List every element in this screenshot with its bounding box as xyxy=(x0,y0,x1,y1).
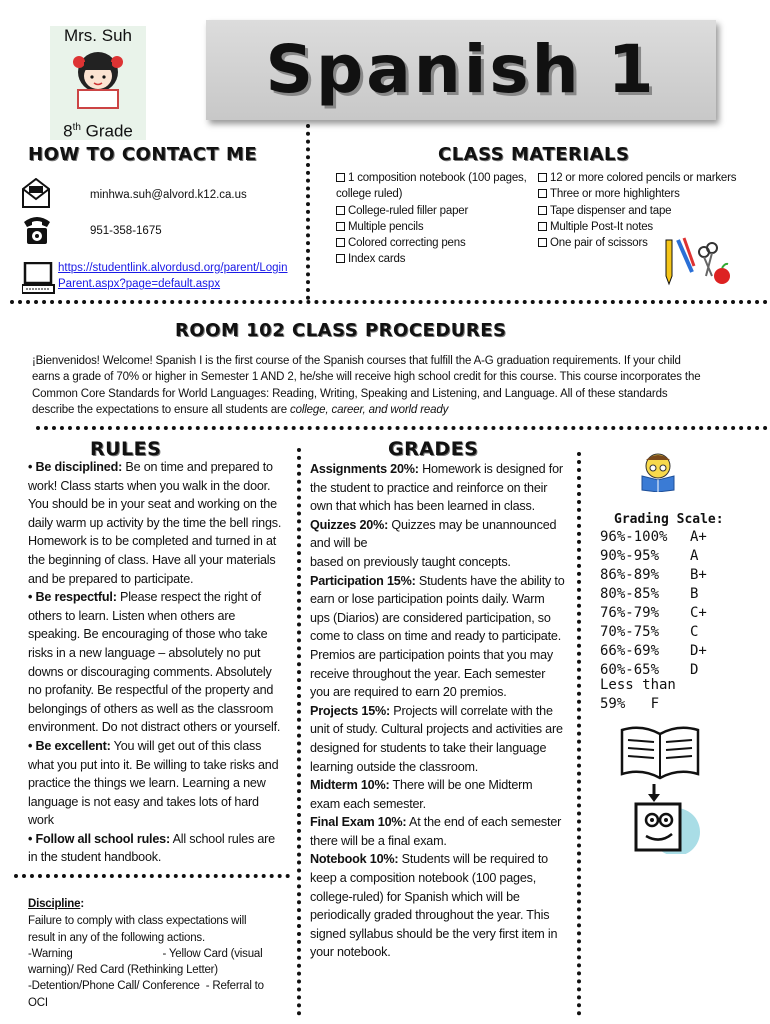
grading-scale-row: 76%-79% C+ xyxy=(600,605,707,621)
text-line: practice the things we learn. Learning a new xyxy=(28,776,266,791)
text-line: Quizzes 20%: Quizzes may be unannounced xyxy=(310,517,557,532)
checkbox[interactable] xyxy=(336,238,345,247)
grading-scale-less-than: Less than xyxy=(600,677,676,693)
text-line: Notebook 10%: Students will be required to xyxy=(310,852,548,867)
checkbox[interactable] xyxy=(336,206,345,215)
list-item: One pair of scissors xyxy=(538,235,768,251)
text-line: designed for students to take their language xyxy=(310,740,547,755)
text-line: there will be a final exam. xyxy=(310,833,447,848)
grades-heading: GRADES xyxy=(388,438,479,460)
text-line: daily warm up activity by the time the bell rings. xyxy=(28,515,282,530)
text-line: Projects 15%: Projects will correlate with the xyxy=(310,703,553,718)
checkbox[interactable] xyxy=(538,222,547,231)
procedures-heading: ROOM 102 CLASS PROCEDURES xyxy=(175,320,507,341)
text-line: • Follow all school rules: All school rules are xyxy=(28,831,275,846)
text-line: the student to practice and reinforce on their xyxy=(310,480,548,495)
text-line: based on previously taught concepts. xyxy=(310,554,511,569)
list-item: College-ruled filler paper xyxy=(336,203,536,219)
grading-scale-fail-row: 59% F xyxy=(600,696,660,712)
text-line: what you put into it. Be willing to take risks and xyxy=(28,757,279,772)
grading-scale-row: 66%-69% D+ xyxy=(600,643,707,659)
list-item: Colored correcting pens xyxy=(336,235,536,251)
text-line: others to learn. Listen when others are xyxy=(28,608,236,623)
text-line: periodically graded throughout the year. This xyxy=(310,908,550,923)
list-item: Multiple pencils xyxy=(336,219,536,235)
text-line: Premios are participation points that you may xyxy=(310,647,553,662)
list-item: Multiple Post-It notes xyxy=(538,219,768,235)
text-line: • Be respectful: Please respect the right of xyxy=(28,590,261,605)
grades-list xyxy=(310,460,574,962)
contact-heading: HOW TO CONTACT ME xyxy=(28,144,258,165)
materials-list-2 xyxy=(538,170,768,251)
text-line: and be prepared to participate. xyxy=(28,571,194,586)
list-item: 1 composition notebook (100 pages, xyxy=(336,170,536,186)
rules-list xyxy=(28,458,290,867)
text-line: • Be excellent: You will get out of this class xyxy=(28,738,262,753)
text-line: environment. Do not distract others or yourself. xyxy=(28,720,281,735)
text-line: work! Class starts when you walk in the door. xyxy=(28,478,271,493)
procedures-text: ¡Bienvenidos! Welcome! Spanish I is the first course of the Spanish courses that fulfill the A-G graduation requirements. If your child earns a grade of 70% or higher in Semester 1 AND 2, he/she will receive high school credit for this course. This course incorporates the Common Core Standards for World Languages: Reading, Writing, Speaking and Listening, and Language. All of these standards describe the expectations to ensure all students are college, career, and world ready xyxy=(32,355,701,416)
teacher-grade: 8th Grade xyxy=(63,121,133,141)
text-line: college-ruled) for Spanish which will be xyxy=(310,889,520,904)
checkbox[interactable] xyxy=(336,222,345,231)
text-line: you are required to earn 20 premios. xyxy=(310,685,507,700)
school-supplies-icon xyxy=(660,236,732,288)
list-item: Index cards xyxy=(336,251,536,267)
grading-scale-row: 70%-75% C xyxy=(600,624,699,640)
rules-heading: RULES xyxy=(90,438,162,460)
text-line: exam each semester. xyxy=(310,796,426,811)
reading-student-icon xyxy=(640,452,676,492)
checkbox[interactable] xyxy=(336,254,345,263)
contact-phone[interactable]: 951-358-1675 xyxy=(90,225,162,237)
list-item: 12 or more colored pencils or markers xyxy=(538,170,768,186)
text-line: own that which has been learned in class. xyxy=(310,499,535,514)
grading-scale-row: 80%-85% B xyxy=(600,586,699,602)
grading-scale xyxy=(600,528,740,680)
text-line: speaking. Be encouraging of those who take xyxy=(28,627,268,642)
text-line: come to class on time and ready to participate. xyxy=(310,629,562,644)
text-line: receive throughout the year. Each semester xyxy=(310,666,546,681)
text-line: downs or discouraging comments. Absolutely xyxy=(28,664,272,679)
divider xyxy=(36,426,768,430)
text-line: the beginning of class. Have all your materials xyxy=(28,552,276,567)
divider xyxy=(297,448,301,1016)
text-line: signed syllabus should be the very first item in xyxy=(310,926,558,941)
text-line: and will be xyxy=(310,536,368,551)
checkbox[interactable] xyxy=(538,206,547,215)
text-line: Homework is to be completed and turned in at xyxy=(28,534,277,549)
text-line: Participation 15%: Students have the ability to xyxy=(310,573,565,588)
grading-scale-row: 60%-65% D xyxy=(600,662,699,678)
text-line: no profanity. Be respectful of the property and xyxy=(28,683,274,698)
text-line: You should be in your seat and working on the xyxy=(28,497,277,512)
divider xyxy=(577,452,581,1016)
grading-scale-row: 86%-89% B+ xyxy=(600,567,707,583)
text-line: Assignments 20%: Homework is designed for xyxy=(310,462,563,476)
phone-icon xyxy=(22,214,52,246)
list-item: Three or more highlighters xyxy=(538,186,768,202)
divider xyxy=(306,124,310,300)
text-line: Final Exam 10%: At the end of each semester xyxy=(310,815,562,830)
grading-scale-row: 90%-95% A xyxy=(600,548,699,564)
text-line: belongings of others as well as the classroom xyxy=(28,701,274,716)
course-banner xyxy=(206,20,716,120)
materials-heading: CLASS MATERIALS xyxy=(438,144,630,165)
checkbox[interactable] xyxy=(538,173,547,182)
checkbox[interactable] xyxy=(336,173,345,182)
grading-scale-title: Grading Scale: xyxy=(614,512,724,527)
discipline-section: Discipline: Failure to comply with class expectations will result in any of the following actions. -Warning - Yellow Card (visual warning)/ Red Card (Rethinking Letter) -Detention/Phone Call/ Conference - Referral to OCI xyxy=(28,898,264,1009)
text-line: unit of study. Cultural projects and activities are xyxy=(310,722,563,737)
divider xyxy=(14,874,290,878)
grading-scale-row: 96%-100% A+ xyxy=(600,529,707,545)
computer-icon xyxy=(22,262,56,294)
text-line: keep a composition notebook (100 pages, xyxy=(310,871,537,886)
text-line: in the student handbook. xyxy=(28,850,162,865)
text-line: learning outside the classroom. xyxy=(310,759,479,774)
teacher-badge xyxy=(50,26,146,140)
text-line: risks in a new language – absolutely no put xyxy=(28,645,261,660)
book-learning-icon xyxy=(618,724,708,854)
mail-icon xyxy=(22,178,50,208)
text-line: earn or lose participation points daily. Warm xyxy=(310,592,545,607)
text-line: Midterm 10%: There will be one Midterm xyxy=(310,778,533,793)
teacher-avatar-icon xyxy=(72,50,124,112)
divider xyxy=(10,300,768,304)
text-line: work xyxy=(28,813,54,828)
text-line: • Be disciplined: Be on time and prepared to xyxy=(28,460,273,474)
text-line: your notebook. xyxy=(310,945,391,960)
discipline-heading: Discipline xyxy=(28,898,81,910)
course-title: Spanish 1 xyxy=(265,31,657,108)
list-item: Tape dispenser and tape xyxy=(538,203,768,219)
list-item: college ruled) xyxy=(336,188,403,201)
parent-portal-link[interactable]: https://studentlink.alvordusd.org/parent/Login Parent.aspx?page=default.aspx xyxy=(58,262,288,291)
text-line: language is not easy and takes lots of hard xyxy=(28,794,259,809)
text-line: ups (Diarios) are considered participation, so xyxy=(310,610,551,625)
checkbox[interactable] xyxy=(538,189,547,198)
contact-email[interactable]: minhwa.suh@alvord.k12.ca.us xyxy=(90,189,247,201)
teacher-name: Mrs. Suh xyxy=(63,26,133,45)
checkbox[interactable] xyxy=(538,238,547,247)
materials-list-1 xyxy=(336,170,536,268)
